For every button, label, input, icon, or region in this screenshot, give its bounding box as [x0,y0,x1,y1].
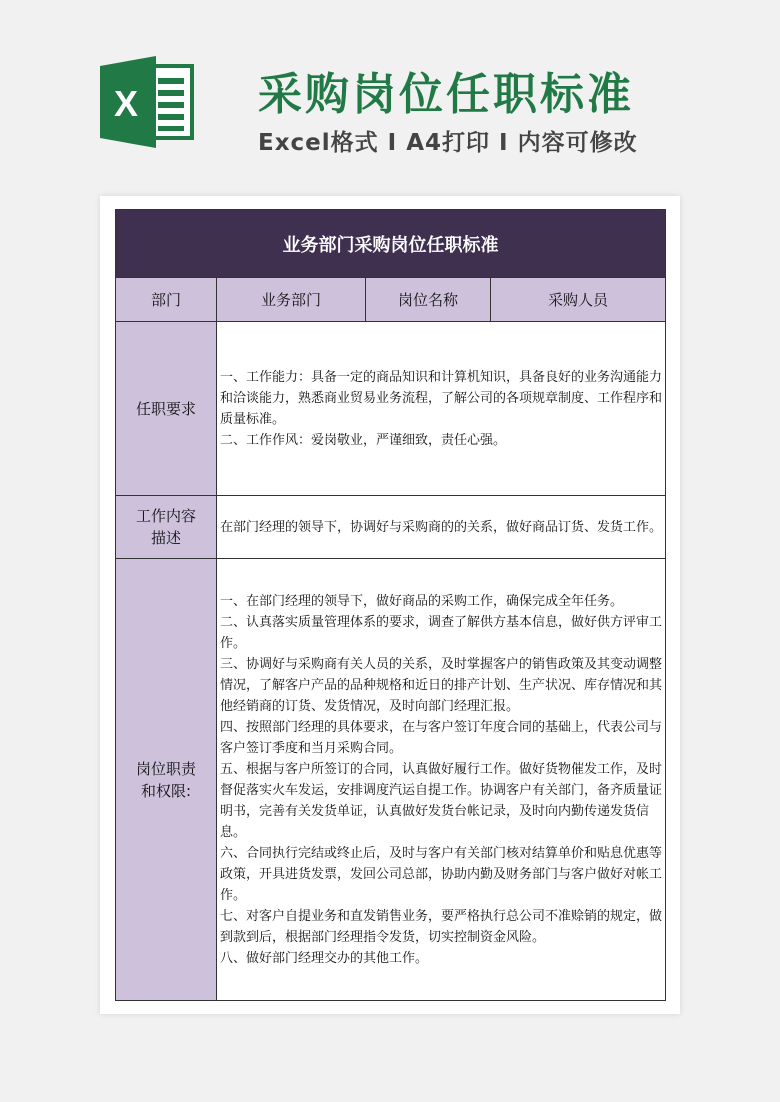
excel-logo-icon [100,56,196,148]
job-standard-table [115,209,666,1001]
page-subtitle: Excel格式 I A4打印 I 内容可修改 [258,130,638,156]
paragraph: 五、根据与客户所签订的合同，认真做好履行工作。做好货物催发工作，及时督促落实火车发运，安排调度汽运自提工作。协调客户有关部门，备齐质量证明书，完善有关发货单证，认真做好发货台帐记录，及时向内勤传递发货信息。 [220,761,663,840]
row-content [217,496,666,559]
paragraph: 二、认真落实质量管理体系的要求，调查了解供方基本信息，做好供方评审工作。 [220,614,663,651]
row-label: 工作内容描述 [116,496,217,559]
header-cell: 业务部门 [217,278,366,322]
header-cell: 采购人员 [491,278,666,322]
paragraph: 在部门经理的领导下，协调好与采购商的的关系，做好商品订货、发货工作。 [220,519,663,535]
row-content [217,559,666,1001]
table-row [116,559,666,1001]
row-label: 岗位职责和权限: [116,559,217,1001]
paragraph: 八、做好部门经理交办的其他工作。 [220,950,429,966]
paragraph: 二、工作作风：爱岗敬业，严谨细致，责任心强。 [220,432,507,448]
header-cell: 岗位名称 [366,278,491,322]
header-cell: 部门 [116,278,217,322]
paragraph: 七、对客户自提业务和直发销售业务，要严格执行总公司不准赊销的规定，做到款到后，根据部门经理指令发货，切实控制资金风险。 [220,908,663,945]
paragraph: 一、工作能力：具备一定的商品知识和计算机知识，具备良好的业务沟通能力和洽谈能力，熟悉商业贸易业务流程，了解公司的各项规章制度、工作程序和质量标准。 [220,369,663,427]
row-content [217,322,666,496]
table-row [116,496,666,559]
table-header-row [116,278,666,322]
svg-text:X: X [114,83,139,124]
paragraph: 三、协调好与采购商有关人员的关系，及时掌握客户的销售政策及其变动调整情况，了解客户产品的品种规格和近日的排产计划、生产状况、库存情况和其他经销商的订货、发货情况，及时向部门经理汇报。 [220,656,663,714]
table-title: 业务部门采购岗位任职标准 [116,210,666,278]
paragraph: 四、按照部门经理的具体要求，在与客户签订年度合同的基础上，代表公司与客户签订季度和当月采购合同。 [220,719,663,756]
table-row [116,322,666,496]
row-label: 任职要求 [116,322,217,496]
paragraph: 六、合同执行完结或终止后，及时与客户有关部门核对结算单价和贴息优惠等政策，开具进货发票，发回公司总部，协助内勤及财务部门与客户做好对帐工作。 [220,845,663,903]
page-title: 采购岗位任职标准 [258,69,634,120]
paragraph: 一、在部门经理的领导下，做好商品的采购工作，确保完成全年任务。 [220,593,624,609]
